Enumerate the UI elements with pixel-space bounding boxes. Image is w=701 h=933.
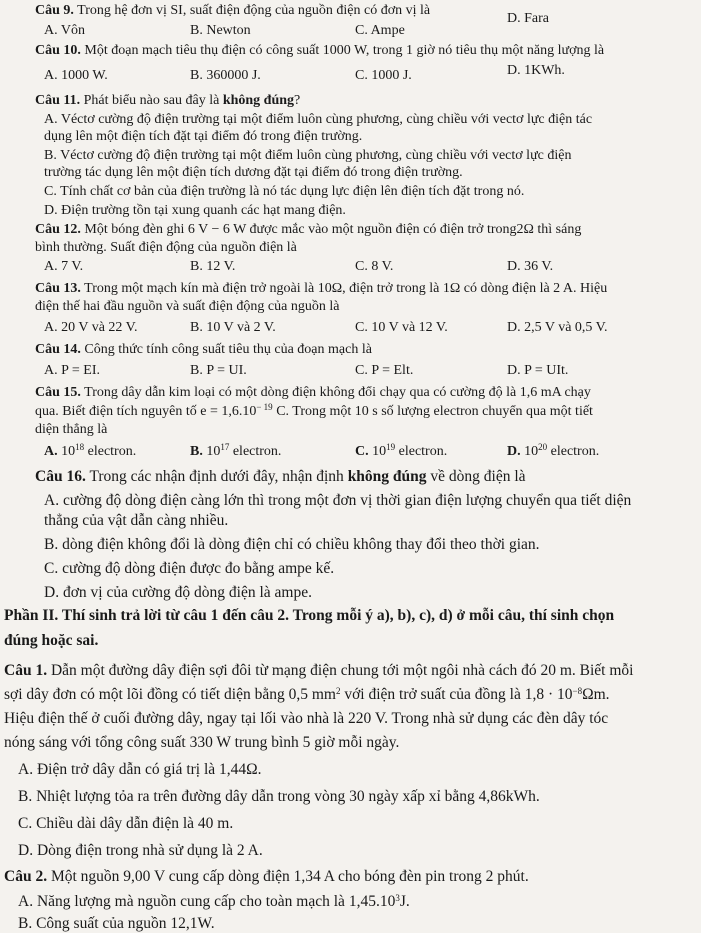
part2-heading-cont: đúng hoặc sai. — [4, 632, 99, 649]
q16-option-a-cont: thẳng của vật dẫn càng nhiều. — [44, 512, 229, 529]
q10-title: Câu 10. — [35, 43, 81, 58]
q15-option-d: D. $10^{20}$ electron. — [507, 442, 600, 459]
p2q1-option-a: A. Điện trở dây dẫn có giá trị là 1,44Ω. — [18, 761, 262, 778]
q12-option-c: C. 8 V. — [355, 259, 394, 274]
q9-option-b: B. Newton — [190, 23, 251, 38]
p2q1-stem-cont3: nóng sáng với tổng công suất 330 W trung bình 5 giờ mỗi ngày. — [4, 734, 400, 751]
q15-option-a: A. $10^{18}$ electron. — [44, 442, 137, 459]
q10-option-d: D. 1KWh. — [507, 63, 565, 78]
q12-option-b: B. 12 V. — [190, 259, 236, 274]
q12-title: Câu 12. — [35, 222, 81, 237]
q11-stem: Câu 11. Phát biểu nào sau đây là không đúng? — [35, 93, 301, 108]
q16-option-d: D. đơn vị của cường độ dòng điện là ampe. — [44, 584, 312, 601]
q14-option-c: C. P = Elt. — [355, 363, 414, 378]
q13-title: Câu 13. — [35, 281, 81, 296]
p2q1-option-d: D. Dòng điện trong nhà sử dụng là 2 A. — [18, 842, 263, 859]
q16-option-c: C. cường độ dòng điện được đo bằng ampe kế. — [44, 560, 335, 577]
q15-stem-cont2: diện thẳng là — [35, 422, 108, 437]
q16-option-a: A. cường độ dòng điện càng lớn thì trong một đơn vị thời gian điện lượng chuyển qua tiết diện — [44, 492, 632, 509]
q10-stem: Câu 10. Một đoạn mạch tiêu thụ điện có công suất 1000 W, trong 1 giờ nó tiêu thụ một năng lượng là — [35, 43, 605, 58]
q11-option-a-cont: dụng lên một điện tích đặt tại điểm đó trong điện trường. — [44, 129, 363, 144]
q9-option-c: C. Ampe — [355, 23, 405, 38]
q12-stem-cont: bình thường. Suất điện động của nguồn điện là — [35, 240, 297, 255]
q14-option-a: A. P = EI. — [44, 363, 100, 378]
q10-option-c: C. 1000 J. — [355, 68, 412, 83]
q15-option-c: C. $10^{19}$ electron. — [355, 442, 448, 459]
q14-stem: Câu 14. Công thức tính công suất tiêu thụ của đoạn mạch là — [35, 342, 372, 357]
q9-stem: Câu 9. Trong hệ đơn vị SI, suất điện động của nguồn điện có đơn vị là — [35, 3, 431, 18]
q13-option-a: A. 20 V và 22 V. — [44, 320, 138, 335]
q11-option-a: A. Véctơ cường độ điện trường tại một điểm luôn cùng phương, cùng chiều với vectơ lực điện tác — [44, 112, 593, 127]
q9-option-d: D. Fara — [507, 11, 549, 26]
p2q2-option-b: B. Công suất của nguồn 12,1W. — [18, 915, 215, 932]
q9-title: Câu 9. — [35, 3, 74, 18]
part2-heading: Phần II. Thí sinh trả lời từ câu 1 đến câu 2. Trong mỗi ý a), b), c), d) ở mỗi câu, thí sinh chọn — [4, 607, 615, 624]
q12-option-d: D. 36 V. — [507, 259, 554, 274]
q14-title: Câu 14. — [35, 342, 81, 357]
p2q1-stem-cont2: Hiệu điện thế ở cuối đường dây, ngay tại lối vào nhà là 220 V. Trong nhà sử dụng các đèn dây tóc — [4, 710, 609, 727]
p2q2-option-a: A. Năng lượng mà nguồn cung cấp cho toàn mạch là 1,45.10$^3$J. — [18, 893, 410, 910]
q15-title: Câu 15. — [35, 385, 81, 400]
p2q2-title: Câu 2. — [4, 868, 48, 885]
p2q1-stem-cont: sợi dây đơn có một lõi đồng có tiết diện bằng 0,5 $mm^2$ với điện trở suất của đồng là $1,8 \cdot 10^{-8}\Omega m$. — [4, 686, 610, 703]
p2q1-stem: Câu 1. Dẫn một đường dây điện sợi đôi từ mạng điện chung tới một ngôi nhà cách đó 20 m. Biết mỗi — [4, 662, 634, 679]
q16-option-b: B. dòng điện không đổi là dòng điện chỉ có chiều không thay đổi theo thời gian. — [44, 536, 540, 553]
q12-stem: Câu 12. Một bóng đèn ghi 6 V − 6 W được mắc vào một nguồn điện có điện trở trong2Ω thì sáng — [35, 222, 582, 237]
q11-option-b-cont: trường tác dụng lên một điện tích dương đặt tại điểm đó trong điện trường. — [44, 165, 463, 180]
q15-stem-cont: qua. Biết điện tích nguyên tố $e = 1,6.10^{- 19}$ C. Trong một 10 s số lượng electron chuyển qua một tiết — [35, 402, 593, 419]
q13-stem-cont: điện thế hai đầu nguồn và suất điện động của nguồn là — [35, 299, 340, 314]
q11-title: Câu 11. — [35, 93, 81, 108]
q15-option-b: B. $10^{17}$ electron. — [190, 442, 282, 459]
p2q1-option-b: B. Nhiệt lượng tỏa ra trên đường dây dẫn trong vòng 30 ngày xấp xỉ bằng 4,86kWh. — [18, 788, 540, 805]
p2q1-title: Câu 1. — [4, 662, 48, 679]
q10-option-a: A. 1000 W. — [44, 68, 108, 83]
q13-stem: Câu 13. Trong một mạch kín mà điện trở ngoài là 10Ω, điện trở trong là 1Ω có dòng điện là 2 A. Hiệu — [35, 281, 608, 296]
q12-option-a: A. 7 V. — [44, 259, 84, 274]
q16-title: Câu 16. — [35, 468, 86, 485]
q11-option-b: B. Véctơ cường độ điện trường tại một điểm luôn cùng phương, cùng chiều với vectơ lực điện — [44, 148, 572, 163]
q13-option-c: C. 10 V và 12 V. — [355, 320, 448, 335]
q10-option-b: B. 360000 J. — [190, 68, 261, 83]
q11-option-d: D. Điện trường tồn tại xung quanh các hạt mang điện. — [44, 203, 346, 218]
q16-stem: Câu 16. Trong các nhận định dưới đây, nhận định không đúng về dòng điện là — [35, 468, 526, 485]
p2q1-option-c: C. Chiều dài dây dẫn điện là 40 m. — [18, 815, 234, 832]
q9-option-a: A. Vôn — [44, 23, 85, 38]
p2q2-stem: Câu 2. Một nguồn 9,00 V cung cấp dòng điện 1,34 A cho bóng đèn pin trong 2 phút. — [4, 868, 529, 885]
q14-option-d: D. P = UIt. — [507, 363, 569, 378]
q14-option-b: B. P = UI. — [190, 363, 247, 378]
q13-option-d: D. 2,5 V và 0,5 V. — [507, 320, 608, 335]
q15-stem: Câu 15. Trong dây dẫn kim loại có một dòng điện không đổi chạy qua có cường độ là 1,6 mA chạy — [35, 385, 591, 400]
q11-option-c: C. Tính chất cơ bản của điện trường là nó tác dụng lực điện lên điện tích đặt trong nó. — [44, 184, 525, 199]
q13-option-b: B. 10 V và 2 V. — [190, 320, 276, 335]
